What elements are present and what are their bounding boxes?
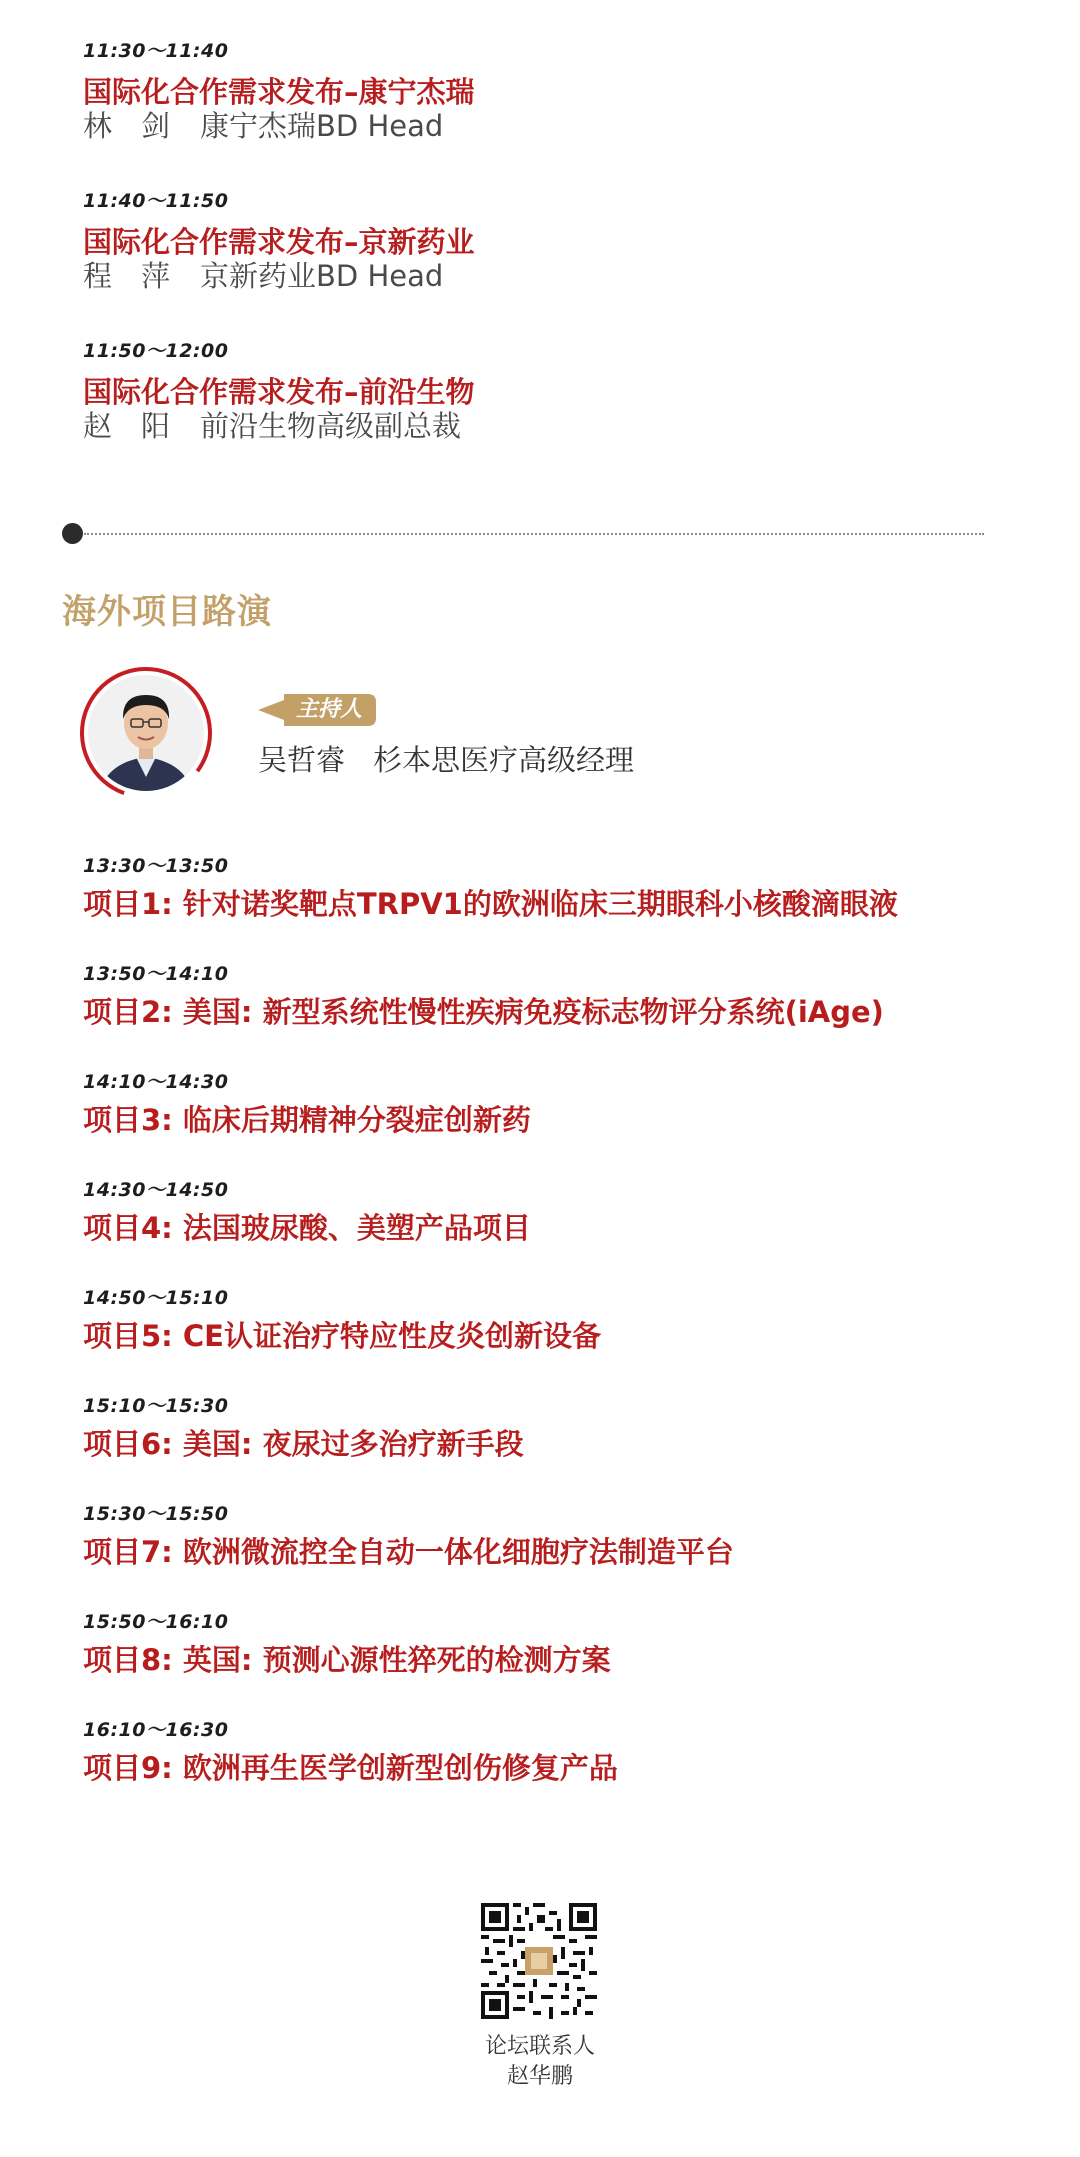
host-name: 吴哲睿	[258, 743, 346, 777]
session-speaker	[83, 404, 461, 445]
project-time: 14:10～14:30	[83, 1071, 229, 1093]
project-title: 项目5: CE认证治疗特应性皮炎创新设备	[83, 1319, 601, 1353]
session-speaker	[83, 104, 443, 145]
session-title: 国际化合作需求发布–前沿生物	[83, 375, 475, 409]
project-title: 项目9: 欧洲再生医学创新型创伤修复产品	[83, 1751, 618, 1785]
project-time: 15:10～15:30	[83, 1395, 229, 1417]
contact-label: 论坛联系人	[484, 2034, 595, 2059]
project-time: 14:30～14:50	[83, 1179, 229, 1201]
session-time: 11:50～12:00	[83, 340, 229, 362]
project-time: 14:50～15:10	[83, 1287, 229, 1309]
speaker-role: 京新药业BD Head	[200, 259, 444, 293]
session-time: 11:30～11:40	[83, 40, 229, 62]
host-info	[258, 738, 634, 779]
session-title: 国际化合作需求发布–康宁杰瑞	[83, 75, 475, 109]
session-speaker	[83, 254, 443, 295]
host-tag-label: 主持人	[295, 697, 362, 722]
speaker-name: 赵 阳	[83, 409, 171, 443]
speaker-role: 康宁杰瑞BD Head	[200, 109, 444, 143]
contact-name: 赵华鹏	[506, 2064, 573, 2089]
dotted-divider	[84, 533, 984, 535]
project-title: 项目2: 美国: 新型系统性慢性疾病免疫标志物评分系统(iAge)	[83, 995, 884, 1029]
speaker-name: 程 萍	[83, 259, 171, 293]
section-title: 海外项目路演	[62, 592, 272, 632]
project-time: 13:30～13:50	[83, 855, 229, 877]
session-time: 11:40～11:50	[83, 190, 229, 212]
qr-code	[481, 1903, 597, 2019]
host-role: 杉本思医疗高级经理	[373, 743, 635, 777]
session-title: 国际化合作需求发布–京新药业	[83, 225, 475, 259]
project-title: 项目4: 法国玻尿酸、美塑产品项目	[83, 1211, 531, 1245]
project-time: 15:30～15:50	[83, 1503, 229, 1525]
project-title: 项目3: 临床后期精神分裂症创新药	[83, 1103, 531, 1137]
speaker-name: 林 剑	[83, 109, 171, 143]
project-title: 项目7: 欧洲微流控全自动一体化细胞疗法制造平台	[83, 1535, 734, 1569]
project-title: 项目1: 针对诺奖靶点TRPV1的欧洲临床三期眼科小核酸滴眼液	[83, 887, 898, 921]
project-time: 16:10～16:30	[83, 1719, 229, 1741]
project-title: 项目6: 美国: 夜尿过多治疗新手段	[83, 1427, 524, 1461]
speaker-role: 前沿生物高级副总裁	[200, 409, 462, 443]
divider-dot	[62, 523, 83, 544]
project-title: 项目8: 英国: 预测心源性猝死的检测方案	[83, 1643, 611, 1677]
host-avatar	[78, 665, 214, 801]
project-time: 15:50～16:10	[83, 1611, 229, 1633]
project-time: 13:50～14:10	[83, 963, 229, 985]
